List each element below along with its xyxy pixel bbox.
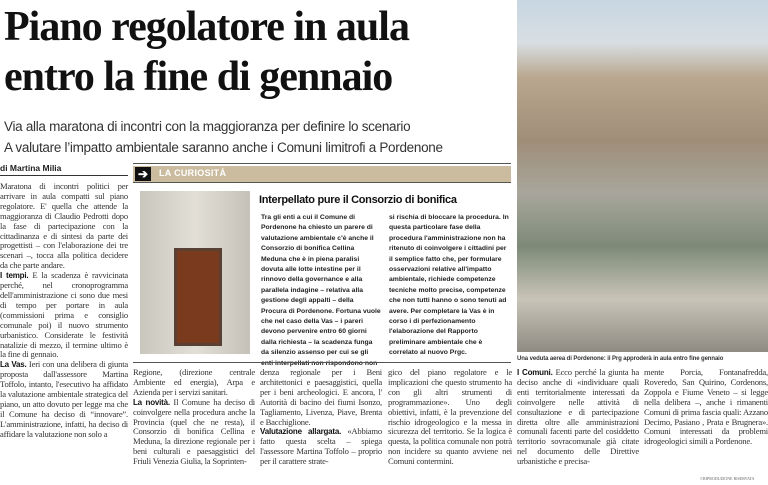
paragraph: gico del piano regolatore e le implicazioni che questo strumento ha con gli altri strumenti di programmazione». Uno degli obiettivi, infatti, è la prevenzione del rischio idrogeologico e la messa in sicurezza del territorio. Se la logica è questa, la politica comunale non potrà non incidere su quanto avviene nei Comuni contermini. [388, 367, 512, 467]
aerial-photo [517, 0, 768, 352]
paragraph: Regione, (direzione centrale Ambiente ed energia), Arpa e Azienda per i servizi sanitari. [133, 367, 255, 397]
box-text-column-2: si rischia di bloccare la procedura. In questa particolare fase della procedura l'amministrazione non ha ritenuto di coinvolgere i cittadini per il semplice fatto che, per formulare osservazioni relative all'impatto ambientale, richiede competenze tecniche molto precise, competenze che non tutti hanno o sono tenuti ad avere. Per completare la Vas è in corso i di perfezionamento l'elaborazione del Rapporto preliminare ambientale che è correlato al nuovo Prgc. [389, 214, 509, 357]
box-header [133, 166, 511, 183]
door [174, 248, 222, 346]
photo-caption: Una veduta aerea di Pordenone: il Prg approderà in aula entro fine gennaio [517, 356, 724, 362]
section-lead: La novità. [133, 397, 170, 407]
arrow-right-icon: ➔ [135, 167, 151, 181]
paragraph: E la scadenza è ravvicinata perché, nel cronoprogramma dell'amministrazione ci sono due mesi di tempo per portare in aula (commissioni prima e consiglio comunale poi) il nuovo strumento urbanistico. Considerate le festività natalizie di mezzo, il termine ultimo è la fine di gennaio. [0, 270, 128, 360]
section-lead: La Vas. [0, 360, 27, 370]
paragraph: Ieri con una delibera di giunta proposta dall'assessore Martina Toffolo, intanto, l'esecutivo ha affidato la valutazione ambientale strategica del piano, un atto dovuto per legge ma che il Comune ha deciso di “innovare”. L'amministrazione, infatti, ha deciso di affidare la valutazione non solo a [0, 359, 128, 439]
article-column-3 [260, 368, 382, 467]
divider [133, 362, 511, 363]
section-lead: Valutazione allargata. [260, 427, 342, 437]
paragraph: mente Porcia, Fontanafredda, Roveredo, San Quirino, Cordenons, Zoppola e Fiume Veneto – si legge nella delibera –, anche i rimanenti Comuni di prima fascia quali: Azzano Decimo, Pasiano , Prata e Brugnera». Comuni interessati da problemi idrogeologici simili a Pordenone. [644, 367, 768, 447]
subheadline-line-2: A valutare l’impatto ambientale saranno anche i Comuni limitrofi a Pordenone [4, 140, 443, 155]
sidebar-box [133, 163, 511, 367]
box-label: LA CURIOSITÀ [159, 168, 227, 178]
paragraph: Ecco perché la giunta ha deciso anche di «individuare quali enti territorialmente interessati da coinvolgere nelle attività di consultazione e di partecipazione diretta oltre alle amministrazioni comunali facenti parte del cosiddetto territorio sovracomunale già citate nel documento delle Direttive urbanistiche e precisa- [517, 367, 639, 467]
article-column-4 [388, 368, 512, 467]
box-title: Interpellato pure il Consorzio di bonifica [259, 194, 457, 206]
paragraph: denza regionale per i Beni architettonici e paesaggistici, quella per i beni archeologici. E ancora, l' Autorità di bacino dei fiumi Isonzo, Tagliamento, Livenza, Piave, Brenta e Bacchiglione. [260, 367, 382, 427]
article-column-5 [517, 368, 639, 467]
article-column-6 [644, 368, 768, 447]
building-photo [140, 191, 250, 354]
headline [4, 2, 514, 102]
section-lead: I tempi. [0, 271, 29, 281]
paragraph: «Abbiamo fatto questa scelta – spiega l'assessore Martina Toffolo – proprio per il carattere strate- [260, 426, 382, 467]
paragraph: Il Comune ha deciso di coinvolgere nella procedura anche la Provincia (quel che ne resta), il Consorzio di bonifica Cellina e Meduna, la direzione regionale per i beni culturali e paesaggistici del Friuli Venezia Giulia, la Soprinten- [133, 396, 255, 467]
headline-line-2: entro la fine di gennaio [4, 54, 393, 100]
subheadline [4, 116, 514, 158]
paragraph: Maratona di incontri politici per arrivare in aula compatti sul piano regolatore. E' quella che attende la maggioranza di Claudio Pedrotti dopo la fase di partecipazione con la cittadinanza e di sintesi da parte dei progettisti – con l'elaborazione dei tre scenari –, tocca alla politica decidere da che parte andare. [0, 181, 128, 271]
byline: di Martina Milia [0, 163, 128, 176]
copyright: ©RIPRODUZIONE RISERVATA [700, 476, 755, 481]
article-column-2 [133, 368, 255, 467]
headline-line-1: Piano regolatore in aula [4, 4, 409, 50]
subheadline-line-1: Via alla maratona di incontri con la maggioranza per definire lo scenario [4, 119, 411, 134]
article-column-1 [0, 182, 128, 440]
section-lead: I Comuni. [517, 368, 553, 377]
box-text-column-1: Tra gli enti a cui il Comune di Pordenone ha chiesto un parere di valutazione ambientale c'è anche il Consorzio di bonifica Cellina Meduna che è in piena paralisi dovuta alle lotte intestine per il rinnovo della governance e alla parallela indagine – relativa alla gestione degli appalti – della Procura di Pordenone. Fortuna vuole che nel caso della Vas – i pareri devono pervenire entro 60 giorni dalla richiesta – la scadenza funga da silenzio assenso per cui se gli enti interpellati non rispondono non [261, 214, 381, 367]
